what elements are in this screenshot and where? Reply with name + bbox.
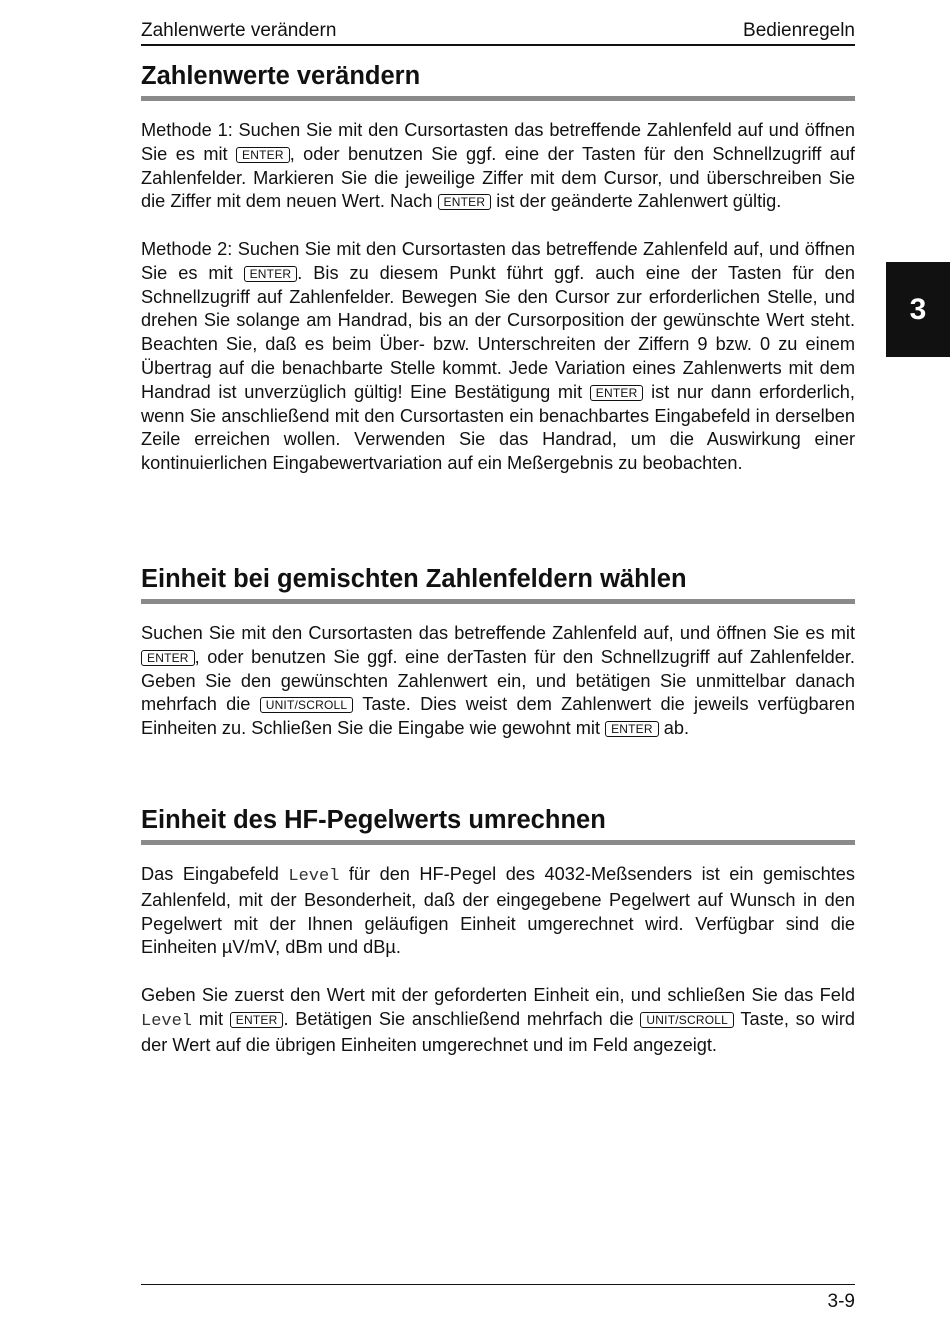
text-run: . Bis zu diesem Punkt führt ggf. auch eine der Tasten für den Schnellzugriff auf Zahlenfelder. Bewegen Sie den Cursor zur erforderlichen Stelle, und drehen Sie solange am Handrad, bis an der Cursorposition der gewünschte Wert steht. Beachten Sie, daß es beim Über- bzw. Unterschreiten der Ziffern 9 bzw. 0 zu einem Übertrag auf die benachbarte Stelle kommt. Jede Variation eines Zahlenwerts mit dem Handrad ist unverzüglich gültig! Eine Bestätigung mit <box>141 262 855 402</box>
header-section-name: Bedienregeln <box>743 20 855 41</box>
page-number: 3-9 <box>827 1291 855 1312</box>
section-einheit-gemischte-zahlenfelder <box>141 563 855 741</box>
unit-scroll-key: UNIT/SCROLL <box>260 697 354 713</box>
unit-scroll-key: UNIT/SCROLL <box>640 1012 734 1028</box>
text-run: Taste, so wird der Wert auf die übrigen Einheiten umgerechnet und im Feld angezeigt. <box>141 1008 855 1055</box>
paragraph-eingabefeld-level <box>141 863 855 960</box>
text-run: Methode 1: Suchen Sie mit den Cursortasten das betreffende Zahlenfeld auf und öffnen Sie es mit <box>141 120 855 164</box>
paragraph-umrechnen-anleitung <box>141 984 855 1057</box>
section-heading: Einheit des HF-Pegelwerts umrechnen <box>141 804 855 845</box>
text-run: Das Eingabefeld <box>141 864 289 884</box>
section-heading: Einheit bei gemischten Zahlenfeldern wählen <box>141 563 855 604</box>
text-run: Geben Sie zuerst den Wert mit der geforderten Einheit ein, und schließen Sie das Feld <box>141 984 855 1005</box>
text-run: Taste. Dies weist dem Zahlenwert die jeweils verfügbaren Einheiten zu. Schließen Sie die Eingabe wie gewohnt mit <box>141 694 855 739</box>
enter-key: ENTER <box>590 385 644 401</box>
enter-key: ENTER <box>244 266 298 282</box>
text-run: . Betätigen Sie anschließend mehrfach die <box>283 1008 641 1029</box>
field-name-level: Level <box>288 867 340 886</box>
page-footer <box>141 1284 855 1313</box>
text-run: Methode 2: Suchen Sie mit den Cursortasten das betreffende Zahlenfeld auf, und öffnen Sie es mit <box>141 238 855 283</box>
text-run: mit <box>192 1008 230 1029</box>
text-run: ab. <box>658 718 690 739</box>
enter-key: ENTER <box>236 147 290 163</box>
text-run: , oder benutzen Sie ggf. eine derTasten für den Schnellzugriff auf Zahlenfelder. Geben Sie den gewünschten Zahlenwert ein, und betätigen Sie unmittelbar danach mehrfach die <box>141 646 855 715</box>
chapter-tab: 3 <box>886 262 950 357</box>
field-name-level: Level <box>141 1011 193 1031</box>
text-run: , oder benutzen Sie ggf. eine der Tasten für den Schnellzugriff auf Zahlenfelder. Markieren Sie die jeweilige Ziffer mit dem Cursor, und überschreiben Sie die Ziffer mit dem neuen Wert. Nach <box>141 143 855 212</box>
section-heading: Zahlenwerte verändern <box>141 60 855 101</box>
running-header <box>141 16 855 46</box>
text-run: ist nur dann erforderlich, wenn Sie anschließend mit den Cursortasten ein benachbartes Eingabefeld in derselben Zeile erreichen wollen. Verwenden Sie das Handrad, um die Auswirkung einer kontinuierlichen Eingabewertvariation auf ein Meßergebnis zu beobachten. <box>141 381 855 474</box>
enter-key: ENTER <box>438 194 492 210</box>
enter-key: ENTER <box>230 1012 284 1028</box>
text-run: ist der geänderte Zahlenwert gültig. <box>491 191 782 212</box>
paragraph-methode-1 <box>141 119 855 214</box>
section-hf-pegelwert-umrechnen <box>141 804 855 1057</box>
header-chapter-title: Zahlenwerte verändern <box>141 20 337 41</box>
paragraph-methode-2 <box>141 238 855 476</box>
paragraph-einheit-waehlen <box>141 622 855 741</box>
enter-key: ENTER <box>141 650 195 666</box>
text-run: für den HF-Pegel des 4032-Meßsenders ist ein gemischtes Zahlenfeld, mit der Besonderheit, daß der eingegebene Pegelwert auf Wunsch in den Pegelwert mit der Ihnen geläufigen Einheit umgerechnet wird. Verfügbar sind die Einheiten µV/mV, dBm und dBµ. <box>141 864 855 958</box>
enter-key: ENTER <box>605 721 659 737</box>
section-zahlenwerte-veraendern <box>141 60 855 476</box>
text-run: Suchen Sie mit den Cursortasten das betreffende Zahlenfeld auf, und öffnen Sie es mit <box>141 623 855 643</box>
